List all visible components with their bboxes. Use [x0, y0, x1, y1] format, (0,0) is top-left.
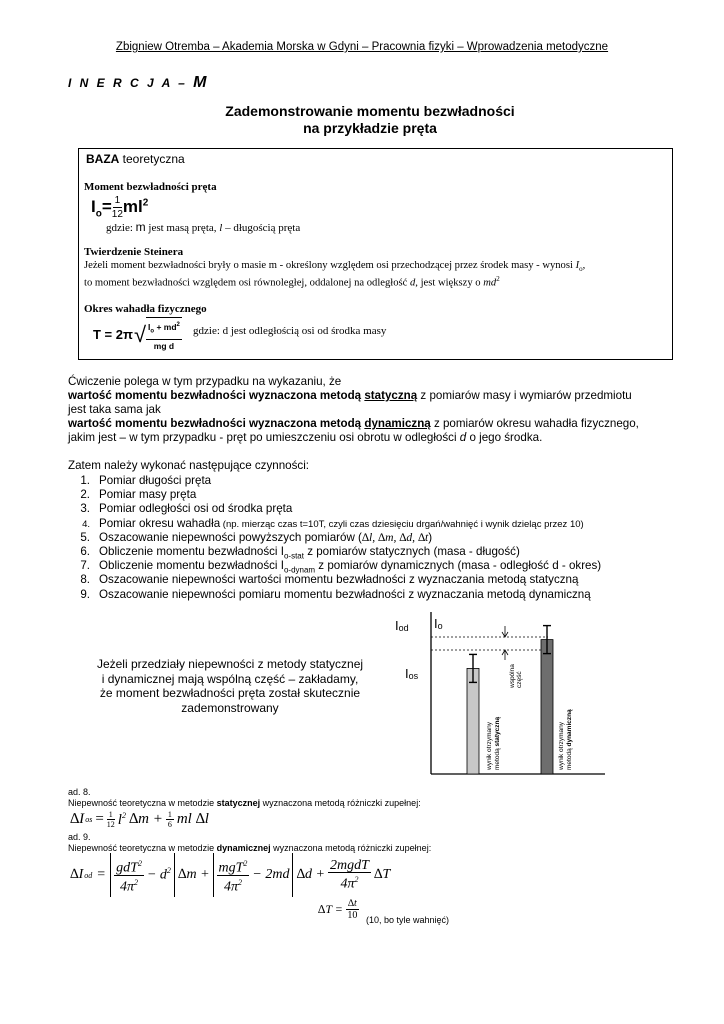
- svg-text:część: część: [516, 671, 523, 688]
- list-item: 5. Oszacowanie niepewności powyższych pomiarów (∆l, ∆m, ∆d, ∆t): [80, 530, 433, 544]
- list-item: 7. Obliczenie momentu bezwładności $I_{o-dynam}$ z pomiarów dynamicznych (masa - odległość d - okres): [80, 559, 602, 575]
- pendulum-heading: Okres wahadła fizycznego: [84, 303, 207, 315]
- steps-list: [68, 474, 698, 602]
- inertia-where: gdzie: m jest masą pręta, l – długością pręta: [106, 220, 301, 234]
- steiner-heading: Twierdzenie Steinera: [84, 246, 184, 258]
- common-part-label: [509, 664, 523, 689]
- intro-line-5: jakim jest – w tym przypadku - pręt po umieszczeniu osi obrotu w odległości d o jego środka.: [68, 431, 543, 444]
- list-item: 2. Pomiar masy pręta: [80, 488, 197, 502]
- list-item: 9. Oszacowanie niepewności pomiaru momentu bezwładności z wyznaczania metodą dynamiczną: [80, 587, 591, 601]
- list-item: 6. Obliczenie momentu bezwładności $I_{o-stat}$ z pomiarów statycznych (masa - długość): [80, 544, 520, 561]
- title-line-2: na przykładzie pręta: [303, 120, 437, 136]
- steps-intro: Zatem należy wykonać następujące czynności:: [68, 459, 310, 472]
- intro-line-2: wartość momentu bezwładności wyznaczona metodą statyczną z pomiarów masy i wymiarów przedmiotu: [68, 389, 632, 402]
- svg-text:metodą dynamiczną: metodą dynamiczną: [566, 709, 573, 770]
- bar-dynamic-label: [558, 709, 573, 771]
- svg-text:wynik otrzymany: wynik otrzymany: [558, 721, 565, 770]
- theory-heading-bold: BAZA: [86, 152, 120, 166]
- list-item: 3. Pomiar odległości osi od środka pręta: [80, 502, 293, 516]
- intro-line-3: jest taka sama jak: [68, 403, 161, 416]
- svg-text:wspólna: wspólna: [509, 664, 516, 688]
- list-item: 4. Pomiar okresu wahadła (np. mierząc czas t=10T, czyli czas dziesięciu drgań/wahnięć i wynik dzieląc przez 10): [82, 516, 584, 530]
- pendulum-formula: T = 2π √ $\frac{I_o + md^2}{\text{mg d}}$: [93, 317, 182, 353]
- ad9-text: Niepewność teoretyczna w metodzie dynamicznej wyznaczona metodą różniczki zupełnej:: [68, 843, 432, 853]
- steiner-line-2: to moment bezwładności względem osi równoległej, oddalonej na odległość d, jest większy o $md^2$: [84, 275, 500, 289]
- steiner-line-1: Jeżeli moment bezwładności bryły o masie m - określony względem osi przechodzącej przez środek masy - wynosi $I_o$,: [84, 260, 586, 274]
- dT-formula: ∆T = $\frac{\Delta t}{10}$: [318, 898, 358, 921]
- inertia-formula: $I_o=$ $\frac{1}{12}$ $ml^2$: [91, 195, 149, 220]
- label-ios: Ios: [405, 666, 419, 681]
- ad8-text: Niepewność teoretyczna w metodzie statycznej wyznaczona metodą różniczki zupełnej:: [68, 798, 421, 808]
- bar-static: [467, 668, 479, 774]
- bar-static-label: [486, 716, 501, 771]
- page-header: Zbigniew Otremba – Akademia Morska w Gdyni – Pracownia fizyki – Wprowadzenia metodyczne: [115, 41, 609, 53]
- inertia-heading: Moment bezwładności pręta: [84, 181, 217, 193]
- ad8-formula: ∆I os = $\frac{1}{12}$ $l^2$ ∆m + $\frac{1}{6}$ ml ∆l: [70, 810, 209, 829]
- list-item: 8. Oszacowanie niepewności wartości momentu bezwładności z wyznaczania metodą statyczną: [80, 573, 579, 587]
- uncertainty-diagram: [395, 610, 610, 780]
- theory-heading-rest: teoretyczna: [119, 152, 185, 166]
- section-code-prefix: I N E R C J A –: [68, 76, 188, 90]
- section-code: [68, 74, 206, 92]
- pendulum-where: gdzie: d jest odległością osi od środka masy: [193, 325, 387, 337]
- document-title: [160, 103, 580, 137]
- ad9-label: ad. 9.: [68, 832, 91, 842]
- intro-paragraph: [68, 375, 678, 445]
- ad9-formula: ∆I od = $\frac{gdT^2}{4\pi^2}$ − $d^2$ ∆m + $\frac{mgT^2}{4\pi^2}$ − 2md ∆d + $\frac{\text{2mgdT}}{4\pi^2}$ ∆T: [70, 853, 390, 897]
- label-iod: Iod: [395, 618, 409, 633]
- svg-text:metodą statyczną: metodą statyczną: [494, 716, 501, 770]
- label-io: Io: [434, 616, 443, 631]
- dT-note: (10, bo tyle wahnięć): [366, 915, 450, 925]
- svg-text:wynik otrzymany: wynik otrzymany: [486, 721, 493, 770]
- conclusion-text: Jeżeli przedziały niepewności z metody statycznej i dynamicznej mają wspólną część – zakładamy, że moment bezwładności pręta został skutecznie zademonstrowany: [96, 657, 364, 715]
- theory-box: [78, 148, 673, 360]
- ad8-label: ad. 8.: [68, 787, 91, 797]
- intro-line-4: wartość momentu bezwładności wyznaczona metodą dynamiczną z pomiarów okresu wahadła fizycznego,: [68, 417, 639, 430]
- theory-heading: [86, 152, 185, 166]
- title-line-1: Zademonstrowanie momentu bezwładności: [225, 103, 515, 119]
- list-item: 1. Pomiar długości pręta: [80, 474, 212, 487]
- section-code-letter: M: [193, 74, 207, 91]
- intro-line-1: Ćwiczenie polega w tym przypadku na wykazaniu, że: [68, 375, 342, 388]
- bar-dynamic: [541, 640, 553, 774]
